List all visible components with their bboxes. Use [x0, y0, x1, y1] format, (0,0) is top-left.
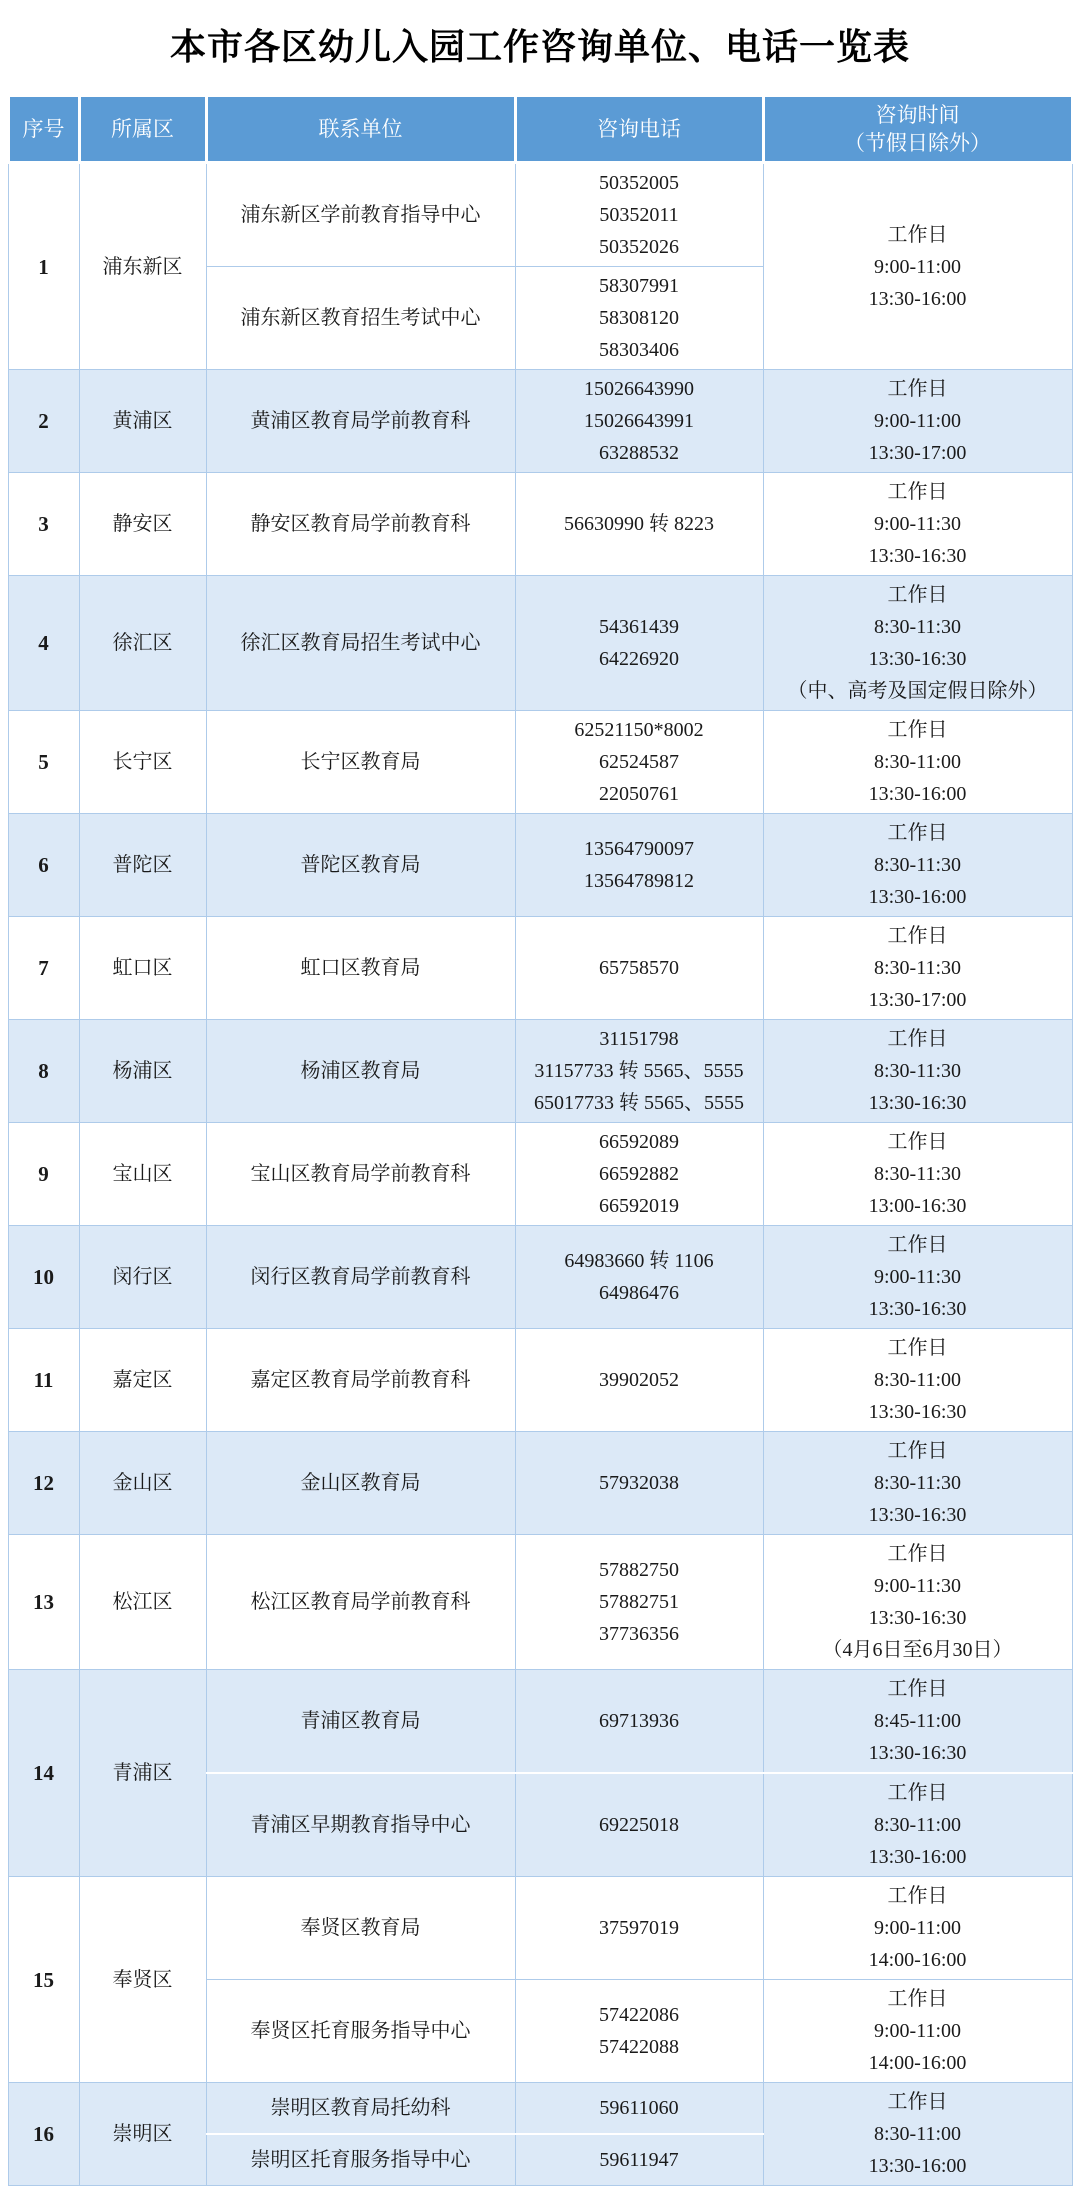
time-line: 工作日 [887, 1234, 948, 1256]
table-row [8, 2083, 1072, 2135]
table-row [8, 1432, 1072, 1535]
time-line: 13:30-16:00 [868, 2155, 967, 2177]
cell-district: 徐汇区 [79, 576, 206, 711]
cell-phones [515, 814, 763, 917]
cell-time [763, 1123, 1072, 1226]
table-row [8, 163, 1072, 267]
cell-time [763, 1773, 1072, 1877]
cell-unit: 静安区教育局学前教育科 [206, 473, 515, 576]
time-line: 14:00-16:00 [868, 1949, 967, 1971]
cell-no: 15 [8, 1877, 79, 2083]
time-line: 8:45-11:00 [873, 1710, 962, 1732]
cell-no: 2 [8, 370, 79, 473]
table-row [8, 1877, 1072, 1980]
table-body [8, 163, 1072, 2186]
cell-no: 9 [8, 1123, 79, 1226]
time-line: 工作日 [887, 481, 948, 503]
time-line: 工作日 [887, 223, 948, 246]
table-row [8, 473, 1072, 576]
time-line: 13:30-16:00 [868, 1846, 967, 1868]
phone-line: 22050761 [599, 783, 679, 805]
time-line: 13:30-16:30 [868, 1298, 967, 1320]
time-line: 工作日 [887, 1678, 948, 1700]
phone-line: 62524587 [599, 751, 679, 773]
cell-phones [515, 2083, 763, 2135]
cell-district: 虹口区 [79, 917, 206, 1020]
time-line: 13:30-16:00 [868, 287, 967, 310]
time-line: 工作日 [887, 1440, 948, 1462]
cell-time [763, 1980, 1072, 2083]
time-line: 8:30-11:30 [873, 616, 962, 638]
time-line: 工作日 [887, 1337, 948, 1359]
cell-time [763, 814, 1072, 917]
phone-line: 57882750 [599, 1559, 679, 1581]
cell-district: 松江区 [79, 1535, 206, 1670]
phone-line: 65758570 [599, 957, 679, 979]
cell-time [763, 711, 1072, 814]
cell-time [763, 576, 1072, 711]
time-line: 9:00-11:00 [873, 255, 962, 278]
cell-phones [515, 2134, 763, 2186]
time-line: 13:30-16:00 [868, 886, 967, 908]
time-line: 9:00-11:00 [873, 2020, 962, 2042]
time-line: 9:00-11:30 [873, 513, 962, 535]
header-cell-4 [515, 96, 763, 163]
cell-district: 静安区 [79, 473, 206, 576]
cell-time [763, 1226, 1072, 1329]
cell-unit: 奉贤区教育局 [206, 1877, 515, 1980]
cell-phones [515, 1226, 763, 1329]
phone-line: 64986476 [599, 1282, 679, 1304]
time-line: 13:30-16:30 [868, 1092, 967, 1114]
consultation-table [7, 94, 1074, 2186]
cell-district: 崇明区 [79, 2083, 206, 2186]
cell-phones [515, 576, 763, 711]
cell-phones [515, 1535, 763, 1670]
time-line: 9:00-11:00 [873, 410, 962, 432]
page-title: 本市各区幼儿入园工作咨询单位、电话一览表 [169, 27, 910, 67]
cell-phones [515, 1877, 763, 1980]
cell-unit: 虹口区教育局 [206, 917, 515, 1020]
time-line: 工作日 [887, 584, 948, 606]
time-line: 8:30-11:30 [873, 1163, 962, 1185]
phone-line: 66592882 [599, 1163, 679, 1185]
time-line: 13:30-17:00 [868, 442, 967, 464]
cell-unit: 嘉定区教育局学前教育科 [206, 1329, 515, 1432]
time-line: （中、高考及国定假日除外） [787, 680, 1048, 702]
time-line: 8:30-11:30 [873, 1060, 962, 1082]
time-line: 工作日 [887, 822, 948, 844]
phone-line: 63288532 [599, 442, 679, 464]
phone-line: 64226920 [599, 648, 679, 670]
cell-time [763, 1535, 1072, 1670]
phone-line: 39902052 [599, 1369, 679, 1391]
cell-time [763, 917, 1072, 1020]
time-line: 8:30-11:30 [873, 854, 962, 876]
cell-no: 4 [8, 576, 79, 711]
cell-no: 14 [8, 1670, 79, 1877]
time-line: 13:30-16:30 [868, 1607, 967, 1629]
phone-line: 31157733 转 5565、5555 [534, 1060, 744, 1082]
cell-unit: 黄浦区教育局学前教育科 [206, 370, 515, 473]
cell-no: 16 [8, 2083, 79, 2186]
time-line: 工作日 [887, 1988, 948, 2010]
time-line: 工作日 [887, 925, 948, 947]
cell-phones [515, 917, 763, 1020]
time-line: 8:30-11:00 [873, 1369, 962, 1391]
time-line: 13:30-16:30 [868, 1742, 967, 1764]
header-cell-2 [79, 96, 206, 163]
phone-line: 64983660 转 1106 [564, 1250, 714, 1272]
time-line: 13:30-16:00 [868, 783, 967, 805]
cell-phones [515, 1773, 763, 1877]
header-line: 序号 [22, 117, 65, 141]
cell-unit: 浦东新区教育招生考试中心 [206, 267, 515, 370]
cell-unit: 普陀区教育局 [206, 814, 515, 917]
cell-district: 浦东新区 [79, 163, 206, 370]
table-row [8, 370, 1072, 473]
phone-line: 69225018 [599, 1814, 679, 1836]
table-row [8, 1020, 1072, 1123]
cell-district: 奉贤区 [79, 1877, 206, 2083]
cell-unit: 崇明区教育局托幼科 [206, 2083, 515, 2135]
table-row [8, 1123, 1072, 1226]
time-line: 13:30-16:30 [868, 648, 967, 670]
time-line: 工作日 [887, 2091, 948, 2113]
cell-district: 嘉定区 [79, 1329, 206, 1432]
cell-district: 金山区 [79, 1432, 206, 1535]
phone-line: 58308120 [599, 307, 679, 329]
cell-no: 13 [8, 1535, 79, 1670]
cell-no: 3 [8, 473, 79, 576]
time-line: 8:30-11:00 [873, 1814, 962, 1836]
time-line: 工作日 [887, 1885, 948, 1907]
phone-line: 54361439 [599, 616, 679, 638]
time-line: 13:30-16:30 [868, 545, 967, 567]
time-line: 14:00-16:00 [868, 2052, 967, 2074]
phone-line: 59611947 [599, 2149, 679, 2171]
cell-no: 8 [8, 1020, 79, 1123]
cell-unit: 杨浦区教育局 [206, 1020, 515, 1123]
phone-line: 15026643991 [584, 410, 694, 432]
header-line: 所属区 [111, 117, 174, 141]
time-line: 工作日 [887, 1131, 948, 1153]
phone-line: 65017733 转 5565、5555 [534, 1092, 744, 1114]
cell-unit: 闵行区教育局学前教育科 [206, 1226, 515, 1329]
cell-district: 长宁区 [79, 711, 206, 814]
time-line: 13:00-16:30 [868, 1195, 967, 1217]
cell-district: 杨浦区 [79, 1020, 206, 1123]
header-line: 联系单位 [318, 117, 403, 141]
cell-no: 6 [8, 814, 79, 917]
phone-line: 37736356 [599, 1623, 679, 1645]
table-row [8, 711, 1072, 814]
cell-unit: 浦东新区学前教育指导中心 [206, 163, 515, 267]
cell-unit: 青浦区教育局 [206, 1670, 515, 1774]
cell-no: 11 [8, 1329, 79, 1432]
page [0, 10, 1080, 2186]
cell-unit: 奉贤区托育服务指导中心 [206, 1980, 515, 2083]
cell-phones [515, 1432, 763, 1535]
cell-phones [515, 163, 763, 267]
cell-district: 青浦区 [79, 1670, 206, 1877]
time-line: 9:00-11:30 [873, 1266, 962, 1288]
phone-line: 62521150*8002 [574, 719, 704, 741]
phone-line: 50352011 [599, 204, 679, 226]
table-row [8, 1226, 1072, 1329]
time-line: 8:30-11:30 [873, 957, 962, 979]
cell-time [763, 163, 1072, 370]
header-cell-3 [206, 96, 515, 163]
phone-line: 58303406 [599, 339, 679, 361]
cell-district: 闵行区 [79, 1226, 206, 1329]
phone-line: 59611060 [599, 2097, 679, 2119]
table-row [8, 917, 1072, 1020]
cell-unit: 崇明区托育服务指导中心 [206, 2134, 515, 2186]
cell-phones [515, 370, 763, 473]
cell-unit: 金山区教育局 [206, 1432, 515, 1535]
time-line: 工作日 [887, 719, 948, 741]
cell-no: 10 [8, 1226, 79, 1329]
phone-line: 15026643990 [584, 378, 694, 400]
cell-time [763, 1020, 1072, 1123]
phone-line: 57882751 [599, 1591, 679, 1613]
time-line: 工作日 [887, 378, 948, 400]
phone-line: 69713936 [599, 1710, 679, 1732]
table-header-row [8, 96, 1072, 163]
phone-line: 57932038 [599, 1472, 679, 1494]
phone-line: 66592019 [599, 1195, 679, 1217]
cell-no: 1 [8, 163, 79, 370]
cell-no: 5 [8, 711, 79, 814]
cell-district: 黄浦区 [79, 370, 206, 473]
cell-time [763, 2083, 1072, 2186]
table-row [8, 1670, 1072, 1774]
phone-line: 13564790097 [584, 838, 694, 860]
cell-phones [515, 1020, 763, 1123]
cell-phones [515, 267, 763, 370]
time-line: 8:30-11:00 [873, 751, 962, 773]
cell-unit: 青浦区早期教育指导中心 [206, 1773, 515, 1877]
time-line: 工作日 [887, 1028, 948, 1050]
cell-unit: 松江区教育局学前教育科 [206, 1535, 515, 1670]
phone-line: 50352005 [599, 172, 679, 194]
cell-time [763, 1432, 1072, 1535]
header-cell-1 [8, 96, 79, 163]
phone-line: 56630990 转 8223 [564, 513, 714, 535]
cell-no: 12 [8, 1432, 79, 1535]
cell-phones [515, 1980, 763, 2083]
time-line: （4月6日至6月30日） [822, 1639, 1013, 1661]
cell-unit: 长宁区教育局 [206, 711, 515, 814]
table-row [8, 1329, 1072, 1432]
table-row [8, 814, 1072, 917]
time-line: 13:30-17:00 [868, 989, 967, 1011]
phone-line: 50352026 [599, 236, 679, 258]
phone-line: 57422086 [599, 2004, 679, 2026]
header-line: 咨询时间 [875, 103, 960, 127]
time-line: 8:30-11:30 [873, 1472, 962, 1494]
cell-unit: 徐汇区教育局招生考试中心 [206, 576, 515, 711]
cell-time [763, 1877, 1072, 1980]
phone-line: 37597019 [599, 1917, 679, 1939]
cell-phones [515, 1329, 763, 1432]
time-line: 13:30-16:30 [868, 1401, 967, 1423]
cell-no: 7 [8, 917, 79, 1020]
cell-time [763, 1329, 1072, 1432]
phone-line: 66592089 [599, 1131, 679, 1153]
cell-time [763, 370, 1072, 473]
header-line: （节假日除外） [844, 131, 991, 155]
cell-phones [515, 473, 763, 576]
phone-line: 31151798 [599, 1028, 679, 1050]
phone-line: 57422088 [599, 2036, 679, 2058]
time-line: 9:00-11:00 [873, 1917, 962, 1939]
header-line: 咨询电话 [597, 117, 681, 141]
cell-time [763, 473, 1072, 576]
time-line: 9:00-11:30 [873, 1575, 962, 1597]
cell-time [763, 1670, 1072, 1774]
cell-unit: 宝山区教育局学前教育科 [206, 1123, 515, 1226]
cell-district: 宝山区 [79, 1123, 206, 1226]
cell-phones [515, 1123, 763, 1226]
time-line: 工作日 [887, 1543, 948, 1565]
cell-district: 普陀区 [79, 814, 206, 917]
header-cell-5 [763, 96, 1072, 163]
time-line: 8:30-11:00 [873, 2123, 962, 2145]
table-row [8, 576, 1072, 711]
phone-line: 13564789812 [584, 870, 694, 892]
time-line: 工作日 [887, 1782, 948, 1804]
time-line: 13:30-16:30 [868, 1504, 967, 1526]
cell-phones [515, 711, 763, 814]
phone-line: 58307991 [599, 275, 679, 297]
table-row [8, 1535, 1072, 1670]
cell-phones [515, 1670, 763, 1774]
